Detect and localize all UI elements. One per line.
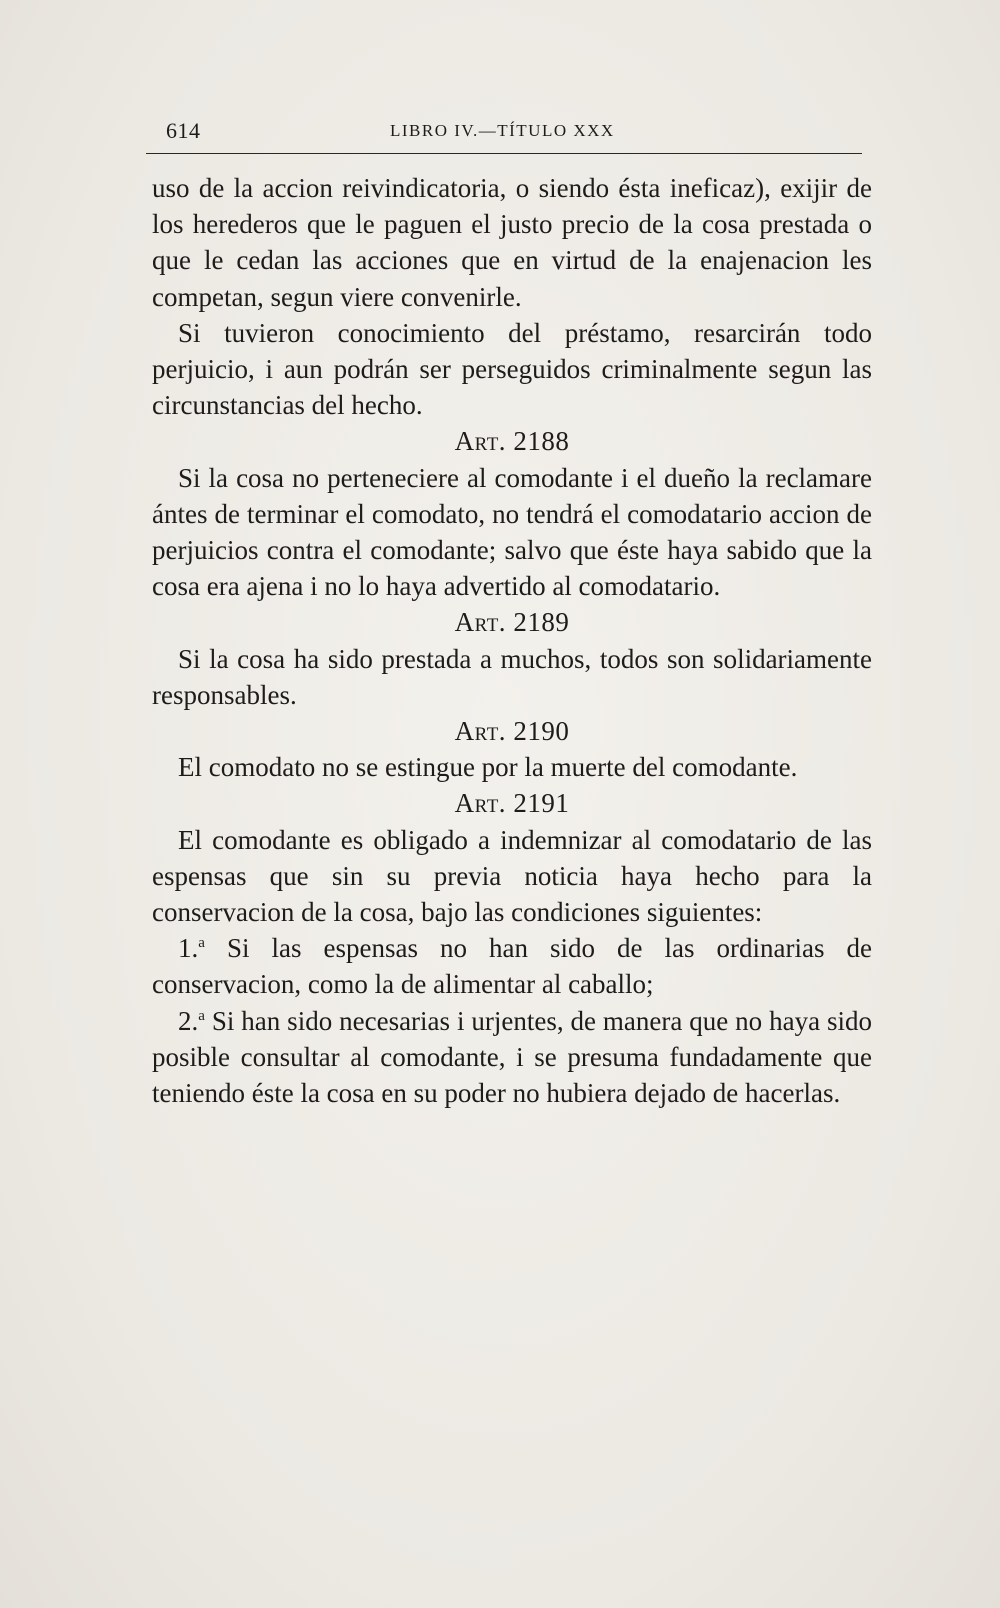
condition-number: 1. xyxy=(178,933,199,964)
condition-text: Si las espensas no han sido de las ordinarias de conservacion, como la de alimentar al caballo; xyxy=(152,933,873,1000)
header-rule xyxy=(146,153,862,154)
article-label: Art. xyxy=(454,788,507,819)
condition-text: Si han sido necesarias i urjentes, de manera que no haya sido posible consultar al comodante, i se presuma fundadamente que teniendo éste la cosa en su poder no hubiera dejado de hacerlas. xyxy=(152,1005,873,1109)
condition-ordinal: a xyxy=(198,1007,205,1024)
condition-item-2 xyxy=(152,1003,872,1112)
article-number: 2188 xyxy=(513,426,570,457)
condition-item-1 xyxy=(152,930,872,1002)
condition-number: 2. xyxy=(178,1005,199,1036)
article-heading-2188 xyxy=(152,423,872,459)
running-head xyxy=(150,112,866,142)
article-heading-2189 xyxy=(152,604,872,640)
article-heading-2191 xyxy=(152,785,872,821)
article-label: Art. xyxy=(454,426,507,457)
article-number: 2190 xyxy=(513,716,570,747)
article-text-2189: Si la cosa ha sido prestada a muchos, todos son solidariamente responsables. xyxy=(152,643,872,710)
continued-paragraph: uso de la accion reivindicatoria, o siendo ésta ineficaz), exijir de los herederos que le paguen el justo precio de la cosa prestada o que le cedan las acciones que en virtud de la enajenacion les competan, segun viere convenirle. xyxy=(152,173,872,312)
paragraph: Si tuvieron conocimiento del préstamo, resarcirán todo perjuicio, i aun podrán ser perseguidos criminalmente segun las circunstancias del hecho. xyxy=(152,317,872,421)
article-text-2191: El comodante es obligado a indemnizar al comodatario de las espensas que sin su previa noticia haya hecho para la conservacion de la cosa, bajo las condiciones siguientes: xyxy=(152,824,872,928)
condition-ordinal: a xyxy=(198,935,205,952)
article-heading-2190 xyxy=(152,713,872,749)
running-title: LIBRO IV.—TÍTULO XXX xyxy=(390,121,615,140)
article-text-2190: El comodato no se estingue por la muerte del comodante. xyxy=(178,752,798,783)
article-label: Art. xyxy=(454,716,507,747)
page-number: 614 xyxy=(166,118,201,143)
article-number: 2191 xyxy=(513,788,570,819)
article-label: Art. xyxy=(454,607,507,638)
text-body xyxy=(152,170,872,1111)
article-number: 2189 xyxy=(513,607,570,638)
article-text-2188: Si la cosa no perteneciere al comodante i el dueño la reclamare ántes de terminar el comodato, no tendrá el comodatario accion de perjuicios contra el comodante; salvo que éste haya sabido que la cosa era ajena i no lo haya advertido al comodatario. xyxy=(152,462,872,602)
